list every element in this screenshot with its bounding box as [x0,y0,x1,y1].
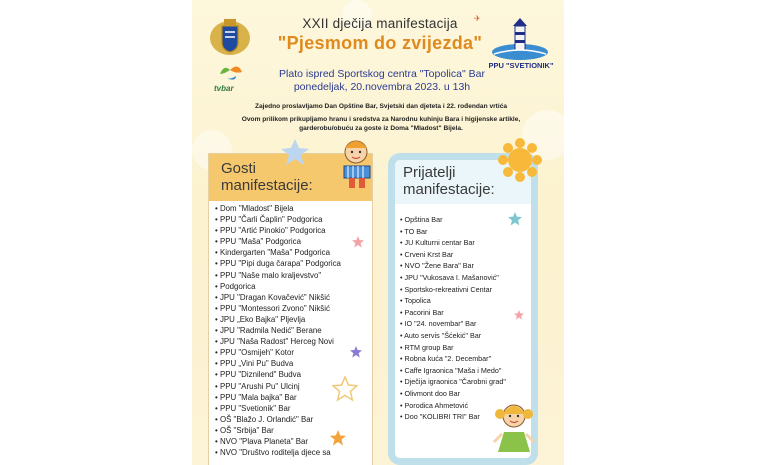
guests-list [209,203,373,458]
sun-icon [498,138,542,182]
friends-list-item: • IO "24. novembar" Bar [400,318,530,330]
friends-list-item: • NVO "Žene Bara" Bar [400,260,530,272]
info-line-3: garderobu/obuću za goste iz Doma "Mladost" Bijela. [299,125,463,132]
info-block [208,115,554,133]
event-subtitle: XXII dječija manifestacija [302,16,458,31]
bird-icon: ✈ [474,14,481,23]
friends-list-item: • Crveni Krst Bar [400,249,530,261]
guests-list-item: • PPU "Montessori Zvono" Nikšić [215,303,373,314]
guests-list-item: • NVO "Društvo roditelja djece sa [215,447,373,458]
municipality-crest-icon [208,14,252,58]
friends-list-item: • Auto servis "Šćekić" Bar [400,330,530,342]
guests-list-item: • PPU "Svetionik" Bar [215,403,373,414]
guests-list-item: • Podgorica [215,281,373,292]
friends-title [403,164,495,198]
friends-list-item: • JU Kulturni centar Bar [400,237,530,249]
guests-list-item: • JPU "Naša Radost" Herceg Novi [215,336,373,347]
small-star-icon [352,236,364,248]
event-title: "Pjesmom do zvijezda" [277,33,483,53]
friends-list-item: • Doo "KOLIBRI TRI" Bar [400,411,530,423]
lighthouse-logo-icon [488,14,552,62]
friends-list-item: • TO Bar [400,226,530,238]
tvbar-label: tvbar [214,84,234,93]
small-star-icon [514,310,524,320]
friends-list-item: • Olivmont doo Bar [400,388,530,400]
event-location [252,68,512,94]
event-poster [192,0,564,465]
guests-list-item: • Dom "Mladost" Bijela [215,203,373,214]
guests-card [208,153,373,465]
date-line: ponedeljak, 20.novembra 2023. u 13h [293,81,471,93]
guests-list-item: • PPU "Diznilend" Budva [215,369,373,380]
guests-list-item: • NVO "Plava Planeta" Bar [215,436,373,447]
guests-title-line1: Gosti [221,160,257,177]
ppu-label: PPU "SVETIONIK" [488,61,554,70]
info-line-1: Zajedno proslavljamo Dan Opštine Bar, Svjetski dan djeteta i 22. rođendan vrtića [254,103,508,110]
friends-title-line2: manifestacije: [403,181,495,198]
friends-list-item: • Dječija igraonica "Čarobni grad" [400,376,530,388]
guests-list-item: • PPU "Naše malo kraljevstvo" [215,270,373,281]
friends-title-line1: Prijatelji [403,164,456,181]
guests-list-item: • PPU "Mala bajka" Bar [215,392,373,403]
guests-list-item: • PPU "Arushi Pu" Ulcinj [215,381,373,392]
star-icon [280,138,310,168]
guests-list-item: • PPU "Artić Pinokio" Podgorica [215,225,373,236]
friends-list-item: • Opština Bar [400,214,530,226]
guests-list-item: • PPU "Čarli Čaplin" Podgorica [215,214,373,225]
friends-list-item: • Sportsko-rekreativni Centar [400,284,530,296]
friends-list [395,214,530,423]
guests-list-item: • JPU „Eko Bajka" Pljevlja [215,314,373,325]
info-line-2: Ovom prilikom prikupljamo hranu i sredstva za Narodnu kuhinju Bara i higijenske artikle, [241,116,521,123]
friends-list-item: • Caffe Igraonica "Maša i Medo" [400,365,530,377]
guests-list-item: • Kindergarten "Maša" Podgorica [215,247,373,258]
location-line: Plato ispred Sportskog centra "Topolica" Bar [279,68,485,80]
small-star-icon [350,346,362,358]
small-star-icon [330,430,346,446]
guests-list-item: • OŠ "Srbija" Bar [215,425,373,436]
girl-illustration-icon [488,398,540,464]
guests-list-item: • PPU „Vini Pu" Budva [215,358,373,369]
guests-list-item: • PPU "Osmijeh" Kotor [215,347,373,358]
guests-title-line2: manifestacije: [221,177,313,194]
friends-list-item: • RTM group Bar [400,342,530,354]
friends-list-item: • Porodica Ahmetović [400,400,530,412]
friends-list-item: • JPU "Vukosava I. Mašanović" [400,272,530,284]
friends-list-item: • Topolica [400,295,530,307]
child-accordion-icon [334,136,380,192]
guests-list-item: • PPU "Maša" Podgorica [215,236,373,247]
small-star-icon [508,212,522,226]
guests-list-item: • OŠ "Blažo J. Orlandić" Bar [215,414,373,425]
friends-list-item: • Pacorini Bar [400,307,530,319]
guests-list-item: • JPU "Radmila Nedić" Berane [215,325,373,336]
friends-list-item: • Robna kuća "2. Decembar" [400,353,530,365]
guests-list-item: • JPU "Dragan Kovačević" Nikšić [215,292,373,303]
guests-list-item: • PPU "Pipi duga čarapa" Podgorica [215,258,373,269]
outline-star-icon [332,376,358,402]
